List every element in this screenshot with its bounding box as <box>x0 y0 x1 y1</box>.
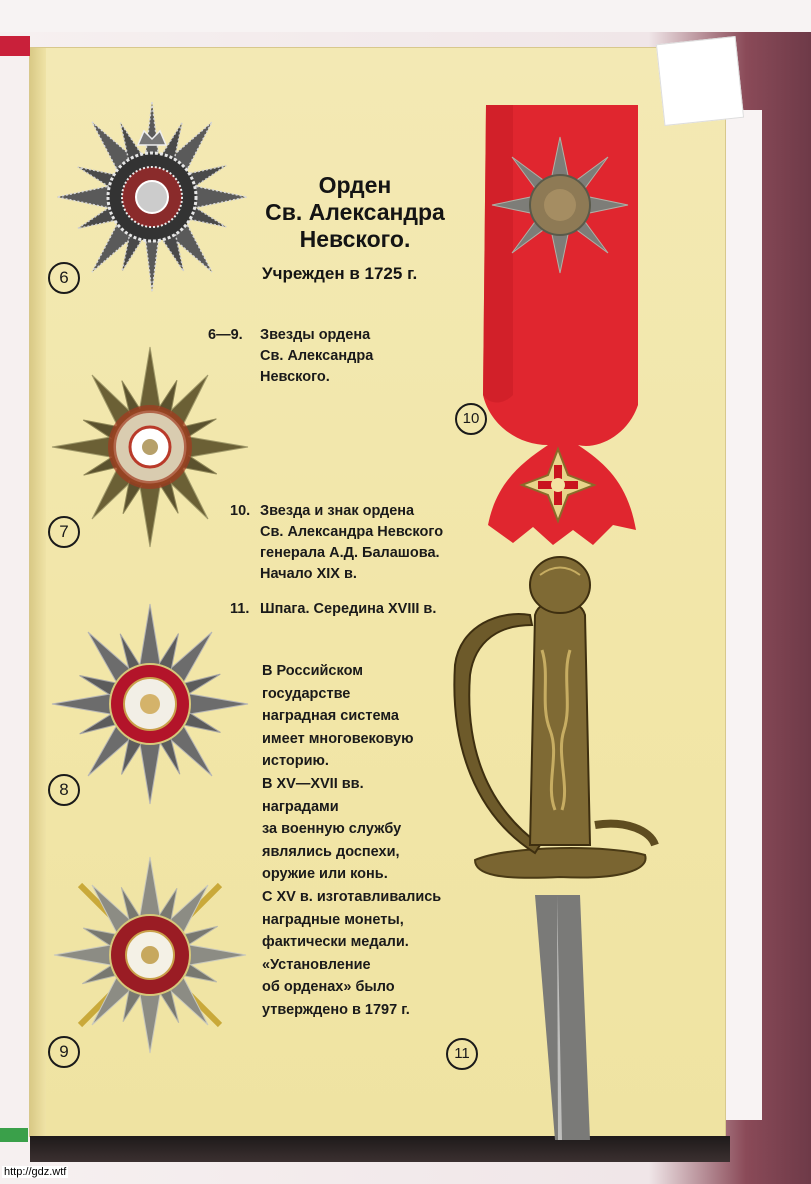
green-cover-edge <box>0 1128 28 1142</box>
order-star-9-image <box>50 855 250 1055</box>
order-star-7-image <box>50 345 250 550</box>
para-line-4: имеет многовековую <box>262 730 414 747</box>
title-line-3: Невского. <box>299 226 411 252</box>
caption-6-9-line-3: Невского. <box>260 369 330 385</box>
para-line-12: наградные монеты, <box>262 911 404 928</box>
established-date: Учрежден в 1725 г. <box>262 264 418 283</box>
para-line-13: фактически медали. <box>262 934 409 951</box>
para-line-14: «Установление <box>262 956 371 973</box>
figure-number-8: 8 <box>48 774 80 806</box>
adjacent-page-edge <box>722 110 762 1120</box>
caption-10-line-2: Св. Александра Невского <box>260 524 444 540</box>
caption-6-9-number: 6—9. <box>208 327 243 343</box>
order-title <box>240 172 470 253</box>
caption-6-9 <box>208 325 374 385</box>
caption-11 <box>230 599 437 620</box>
sash-star-and-badge-10-image <box>478 105 643 550</box>
para-line-3: наградная система <box>262 708 399 725</box>
para-line-5: историю. <box>262 753 329 770</box>
title-line-2: Св. Александра <box>265 199 445 225</box>
caption-10-line-1: Звезда и знак ордена <box>260 503 415 519</box>
para-line-11: С XV в. изготавливались <box>262 888 442 905</box>
book-spine <box>30 48 46 1136</box>
caption-6-9-line-1: Звезды ордена <box>260 327 371 343</box>
para-line-8: за военную службу <box>262 821 402 838</box>
para-line-16: утверждено в 1797 г. <box>262 1001 410 1018</box>
caption-10-line-3: генерала А.Д. Балашова. <box>260 545 440 561</box>
order-star-8-image <box>50 600 250 805</box>
figure-number-11: 11 <box>446 1038 478 1070</box>
order-star-6-image <box>55 100 250 295</box>
caption-10-number: 10. <box>230 503 251 519</box>
para-line-15: об орденах» было <box>262 979 395 996</box>
watermark-url: http://gdz.wtf <box>4 1166 67 1178</box>
figure-number-9: 9 <box>48 1036 80 1068</box>
caption-10-line-4: Начало XIX в. <box>260 566 357 582</box>
para-line-9: являлись доспехи, <box>262 843 400 860</box>
figure-number-10: 10 <box>455 403 487 435</box>
caption-11-text: Шпага. Середина XVIII в. <box>260 601 437 617</box>
para-line-7: наградами <box>262 798 339 815</box>
para-line-2: государстве <box>262 685 351 702</box>
caption-10 <box>230 501 444 582</box>
para-line-10: оружие или конь. <box>262 866 388 883</box>
para-line-1: В Российском <box>262 663 363 679</box>
figure-number-6: 6 <box>48 262 80 294</box>
paper-tab <box>656 36 744 126</box>
para-line-6: В XV—XVII вв. <box>262 775 364 792</box>
caption-6-9-line-2: Св. Александра <box>260 348 374 364</box>
caption-11-number: 11. <box>230 601 250 617</box>
history-paragraph <box>262 660 502 1022</box>
title-line-1: Орден <box>318 172 392 198</box>
red-cover-edge <box>0 36 30 56</box>
figure-number-7: 7 <box>48 516 80 548</box>
top-strip <box>0 0 811 32</box>
